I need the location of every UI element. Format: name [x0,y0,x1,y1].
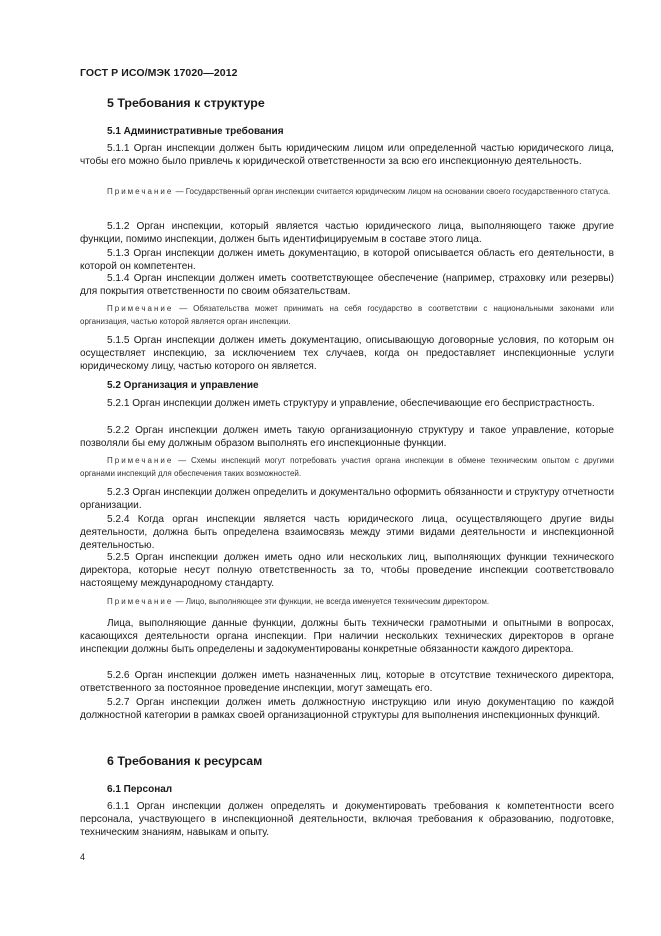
paragraph-5-2-2: 5.2.2 Орган инспекции должен иметь такую организационную структуру и такое управление, которые позволяли бы ему должным образом выполнять его инспекционные функции. [80,425,614,450]
paragraph-6-1-1: 6.1.1 Орган инспекции должен определять и документировать требования к компетентности всего персонала, участвующего в инспекционной деятельности, включая требования к образованию, подготовке, техническим знаниям, навыкам и опыту. [80,801,614,839]
section-5-2-heading: 5.2 Организация и управление [107,380,259,391]
section-6-heading: 6 Требования к ресурсам [107,754,263,768]
section-5-1-heading: 5.1 Административные требования [107,126,284,137]
note-text: — Обязательства может принимать на себя государство в соответствии с национальными законами или организация, частью которой является орган инспекции. [80,304,614,326]
paragraph-5-1-4: 5.1.4 Орган инспекции должен иметь соответствующее обеспечение (например, страховку или резервы) для покрытия ответственности по своим обязательствам. [80,273,614,298]
paragraph-5-2-7: 5.2.7 Орган инспекции должен иметь должностную инструкцию или иную документацию по каждой должностной категории в рамках своей организационной структуры для выполнения инспекционных функций. [80,697,614,722]
note-label: Примечание [107,304,174,313]
document-id-header: ГОСТ Р ИСО/МЭК 17020—2012 [80,67,238,79]
note-label: Примечание [107,456,174,465]
note-text: — Государственный орган инспекции считается юридическим лицом на основании своего государственного статуса. [173,187,611,196]
paragraph-5-2-6: 5.2.6 Орган инспекции должен иметь назначенных лиц, которые в отсутствие технического директора, ответственного за постоянное проведение инспекции, могут замещать его. [80,670,614,695]
note-3 [80,455,614,480]
note-4 [80,596,614,609]
note-text: — Схемы инспекций могут потребовать участия органа инспекции в обмене техническим опытом с другими органами инспекций для обеспечения таких возможностей. [80,456,614,478]
note-label: Примечание [107,187,174,196]
paragraph-5-1-5: 5.1.5 Орган инспекции должен иметь документацию, описывающую договорные условия, по которым он осуществляет инспекцию, за исключением тех случаев, когда он предоставляет инспекционные услуги юридическому лицу, частью которого он является. [80,335,614,373]
note-text: — Лицо, выполняющее эти функции, не всегда именуется техническим директором. [173,597,490,606]
page-number: 4 [80,852,86,862]
section-6-1-heading: 6.1 Персонал [107,784,173,795]
paragraph-5-2-1: 5.2.1 Орган инспекции должен иметь структуру и управление, обеспечивающие его беспристрастность. [107,398,595,409]
note-1 [80,186,614,199]
paragraph-5-2-4: 5.2.4 Когда орган инспекции является часть юридического лица, осуществляющего другие виды деятельности, должна быть определена взаимосвязь между этими видами деятельности и инспекционной деятельностью. [80,514,614,552]
paragraph-5-2-5-continued: Лица, выполняющие данные функции, должны быть технически грамотными и опытными в вопросах, касающихся деятельности органа инспекции. При наличии нескольких технических директоров в органе инспекции должны быть определены и задокументированы конкретные обязанности каждого директора. [80,618,614,656]
paragraph-5-1-2: 5.1.2 Орган инспекции, который является частью юридического лица, выполняющего также другие функции, помимо инспекции, должен быть идентифицируемым в составе этого лица. [80,221,614,246]
note-label: Примечание [107,597,174,606]
paragraph-5-1-1: 5.1.1 Орган инспекции должен быть юридическим лицом или определенной частью юридического лица, чтобы его можно было привлечь к юридической ответственности за всю его инспекционную деятельность. [80,143,614,168]
note-2 [80,303,614,328]
paragraph-5-2-3: 5.2.3 Орган инспекции должен определить и документально оформить обязанности и структуру отчетности организации. [80,487,614,512]
section-5-heading: 5 Требования к структуре [107,96,265,110]
paragraph-5-1-3: 5.1.3 Орган инспекции должен иметь документацию, в которой описывается область его деятельности, в которой он компетентен. [80,248,614,273]
paragraph-5-2-5: 5.2.5 Орган инспекции должен иметь одно или нескольких лиц, выполняющих функции технического директора, которые несут полную ответственность за то, чтобы проведение инспекции соответствовало настоящему международному стандарту. [80,552,614,590]
